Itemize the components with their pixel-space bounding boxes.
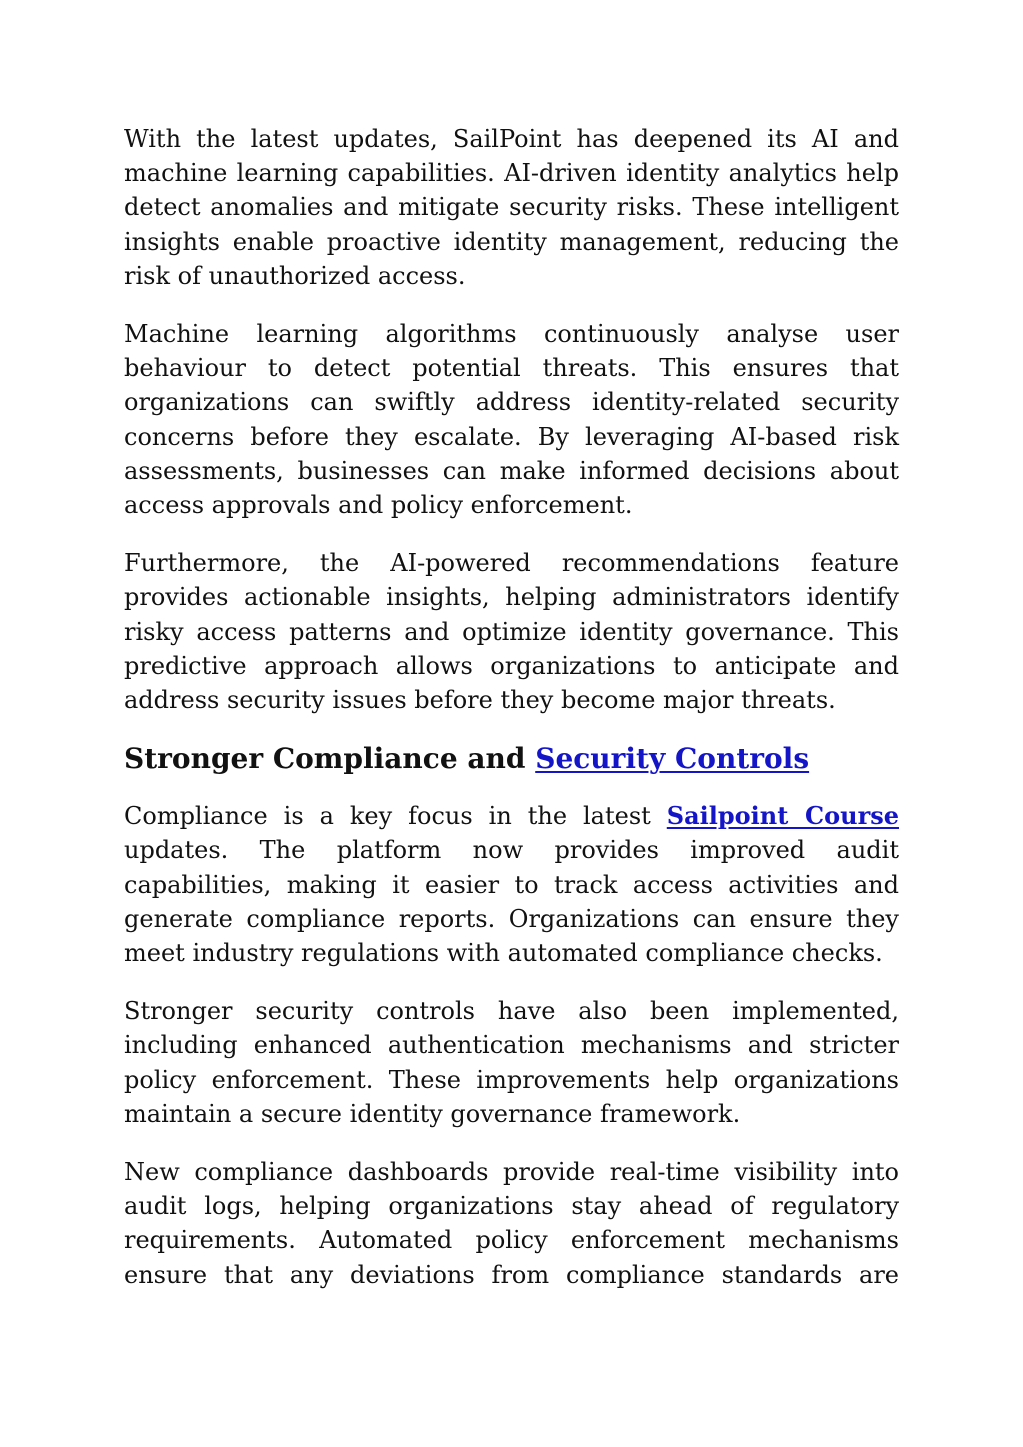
paragraph-ai-capabilities: With the latest updates, SailPoint has deepened its AI and machine learning capabilities. AI-driven identity analytics help detect anomalies and mitigate security risks. These intelligent insights enable proactive identity management, reducing the risk of unauthorized access. xyxy=(124,125,899,290)
paragraph-recommendations: Furthermore, the AI-powered recommendations feature provides actionable insights, helping administrators identify risky access patterns and optimize identity governance. This predictive approach allows organizations to anticipate and address security issues before they become major threats. xyxy=(124,549,899,715)
section-heading xyxy=(124,741,899,777)
compliance-text-before: Compliance is a key focus in the latest xyxy=(124,802,667,831)
compliance-text-after: updates. The platform now provides improved audit capabilities, making it easier to track access activities and generate compliance reports. Organizations can ensure they meet industry regulations with automated compliance checks. xyxy=(124,836,899,968)
section-heading-text: Stronger Compliance and xyxy=(124,742,536,776)
document-page xyxy=(124,122,899,1316)
paragraph-security-controls: Stronger security controls have also been implemented, including enhanced authentication mechanisms and stricter policy enforcement. These improvements help organizations maintain a secure identity governance framework. xyxy=(124,997,899,1128)
security-controls-link[interactable]: Security Controls xyxy=(535,742,810,776)
sailpoint-course-link[interactable]: Sailpoint Course xyxy=(666,801,899,831)
paragraph-compliance xyxy=(124,799,899,970)
paragraph-compliance-dashboards: New compliance dashboards provide real-time visibility into audit logs, helping organizations stay ahead of regulatory requirements. Automated policy enforcement mechanisms ensure that any deviations from compliance standards are xyxy=(124,1158,899,1289)
paragraph-machine-learning: Machine learning algorithms continuously analyse user behaviour to detect potential threats. This ensures that organizations can swiftly address identity-related security concerns before they escalate. By leveraging AI-based risk assessments, businesses can make informed decisions about access approvals and policy enforcement. xyxy=(124,320,899,520)
